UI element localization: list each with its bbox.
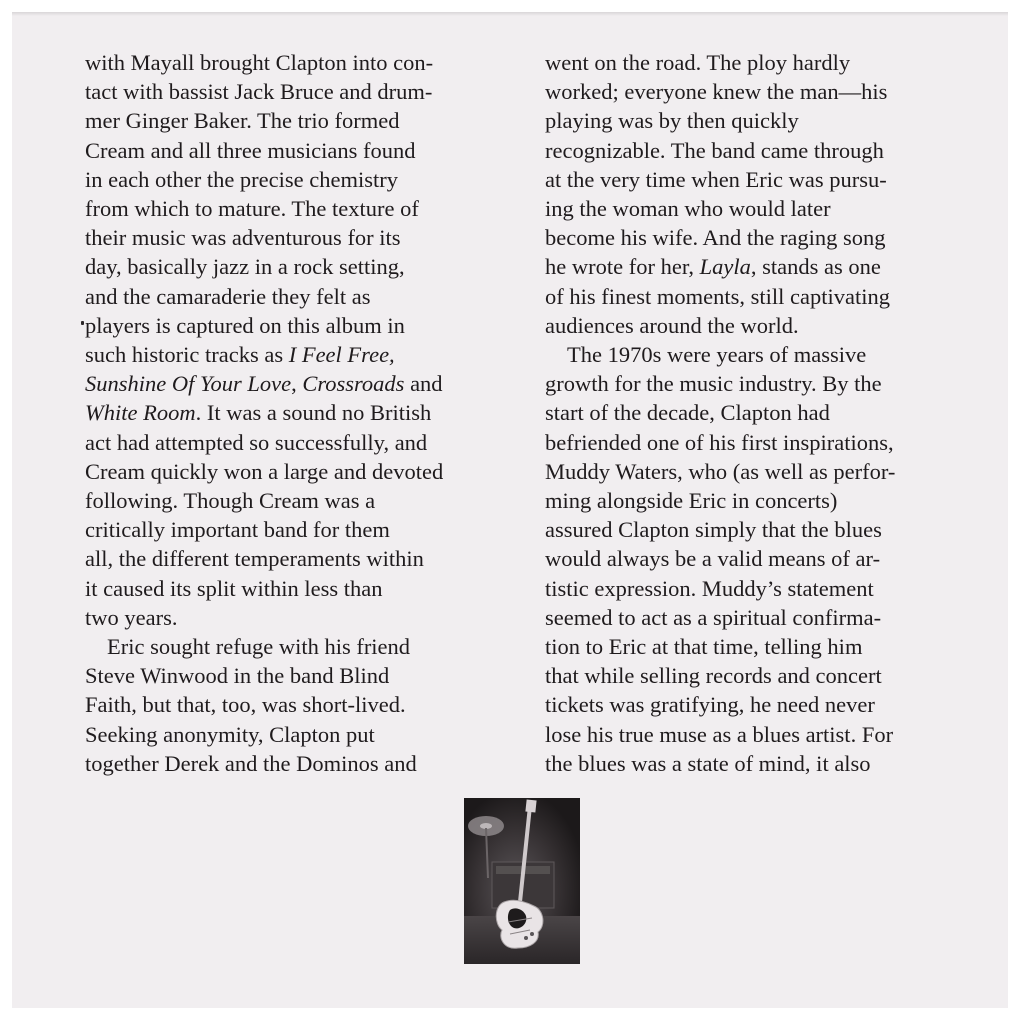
text-line: Steve Winwood in the band Blind [85, 663, 390, 689]
text-line: the blues was a state of mind, it also [545, 750, 871, 776]
text-line: tion to Eric at that time, telling him [545, 634, 863, 660]
text-line: Cream quickly won a large and devoted [85, 458, 444, 484]
guitar-on-stage-image [464, 798, 580, 964]
text-line [85, 369, 525, 398]
right-text-column [545, 48, 985, 778]
text-line: Cream and all three musicians found [85, 137, 416, 163]
text-line: mer Ginger Baker. The trio formed [85, 108, 400, 134]
page-top-shadow [12, 12, 1008, 16]
text-line: Eric sought refuge with his friend [107, 634, 411, 660]
song-title: I Feel Free, [288, 342, 395, 368]
text-line: lose his true muse as a blues artist. For [545, 721, 894, 747]
text-line: following. Though Cream was a [85, 488, 376, 514]
text-line: went on the road. The ploy hardly [545, 50, 851, 75]
text-line: of his finest moments, still captivating [545, 283, 890, 309]
text-fragment: such historic tracks as [85, 342, 289, 368]
text-fragment: . It was a sound no British [195, 400, 432, 426]
text-line: Muddy Waters, who (as well as perfor- [545, 458, 896, 484]
left-text-column [85, 48, 525, 778]
text-line [85, 398, 525, 427]
text-line: playing was by then quickly [545, 108, 799, 134]
text-line [545, 252, 985, 281]
text-line: together Derek and the Dominos and [85, 750, 417, 776]
text-fragment: , [291, 371, 303, 397]
text-line: all, the different temperaments within [85, 546, 424, 572]
text-line: tickets was gratifying, he need never [545, 692, 875, 718]
text-line: seemed to act as a spiritual confirma- [545, 604, 882, 630]
text-line: ming alongside Eric in concerts) [545, 488, 838, 514]
song-title: Sunshine Of Your Love [85, 371, 292, 397]
text-line: act had attempted so successfully, and [85, 429, 428, 455]
text-line: with Mayall brought Clapton into con- [85, 50, 434, 75]
margin-speck [81, 321, 84, 325]
text-line [85, 340, 525, 369]
text-fragment: and [404, 371, 443, 397]
song-title: Crossroads [302, 371, 405, 397]
song-title: Layla [699, 254, 751, 280]
text-line: recognizable. The band came through [545, 137, 884, 163]
text-line: would always be a valid means of ar- [545, 546, 881, 572]
text-line: befriended one of his first inspirations, [545, 429, 894, 455]
text-line: critically important band for them [85, 517, 390, 543]
text-line: Seeking anonymity, Clapton put [85, 721, 375, 747]
text-line: growth for the music industry. By the [545, 371, 882, 397]
text-fragment: , stands as one [750, 254, 881, 280]
text-line: audiences around the world. [545, 312, 799, 338]
text-line: and the camaraderie they felt as [85, 283, 371, 309]
text-fragment: he wrote for her, [545, 254, 700, 280]
text-line: in each other the precise chemistry [85, 166, 398, 192]
guitar-photo [464, 798, 580, 964]
booklet-page [12, 12, 1008, 1008]
text-line: ing the woman who would later [545, 196, 831, 222]
text-line: it caused its split within less than [85, 575, 383, 601]
song-title: White Room [85, 400, 196, 426]
text-line: The 1970s were years of massive [567, 342, 867, 368]
text-line: worked; everyone knew the man—his [545, 79, 888, 105]
text-line: tistic expression. Muddy’s statement [545, 575, 874, 601]
text-line: day, basically jazz in a rock setting, [85, 254, 405, 280]
text-line: start of the decade, Clapton had [545, 400, 830, 426]
text-line: assured Clapton simply that the blues [545, 517, 882, 543]
text-line: that while selling records and concert [545, 663, 882, 689]
text-line: at the very time when Eric was pursu- [545, 166, 887, 192]
text-line: from which to mature. The texture of [85, 196, 419, 222]
text-line: their music was adventurous for its [85, 225, 401, 251]
text-line: tact with bassist Jack Bruce and drum- [85, 79, 433, 105]
text-line: two years. [85, 604, 178, 630]
text-line: become his wife. And the raging song [545, 225, 886, 251]
text-line: players is captured on this album in [85, 312, 405, 338]
text-line: Faith, but that, too, was short-lived. [85, 692, 406, 718]
